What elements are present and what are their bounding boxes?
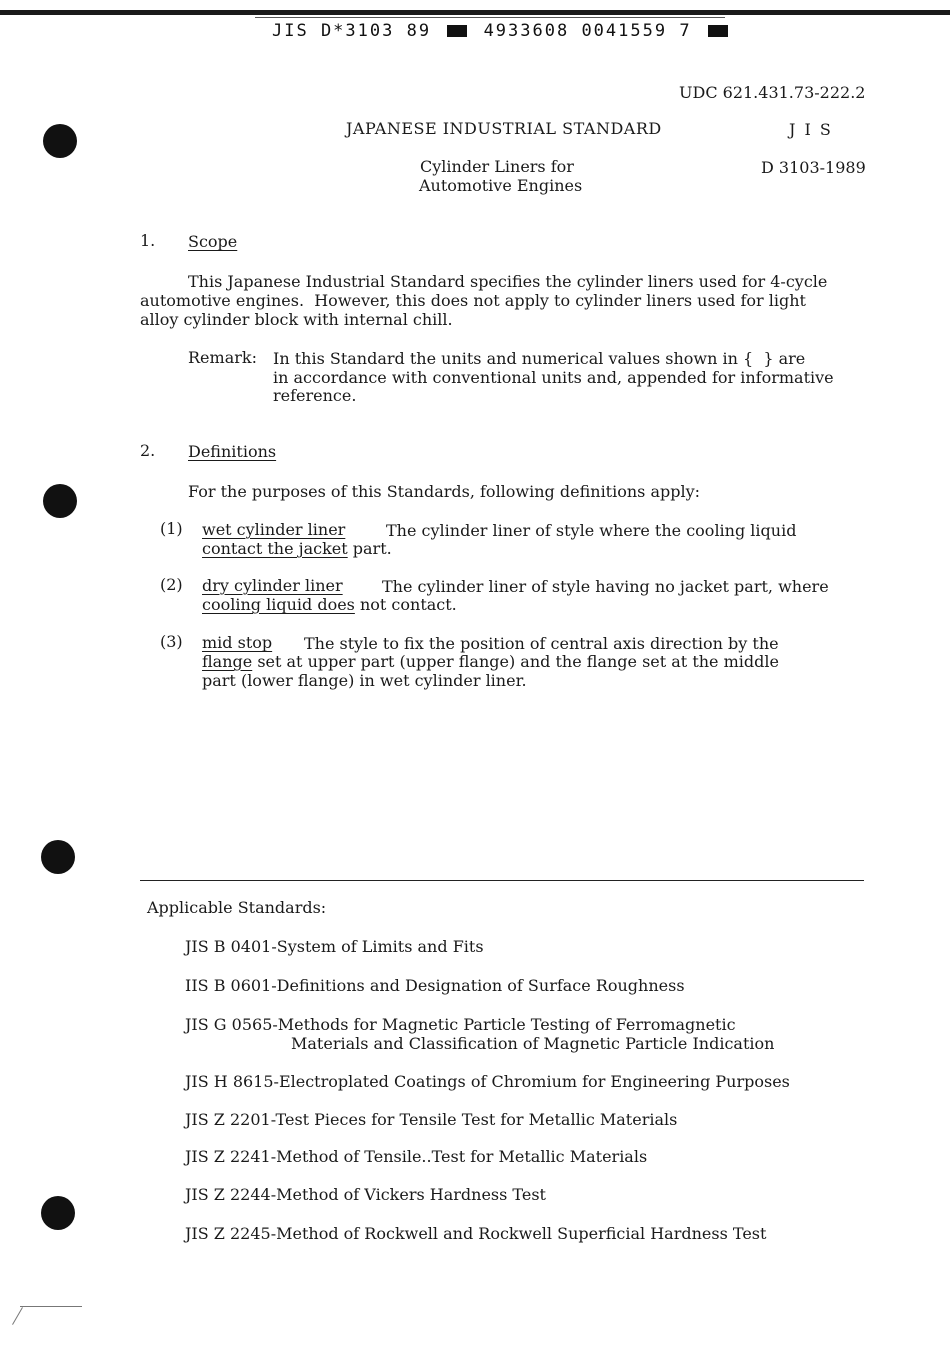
definition-1-line-1: The cylinder liner of style where the cooling liquid (386, 521, 797, 540)
applicable-standard-continuation: Materials and Classification of Magnetic Particle Indication (291, 1034, 775, 1053)
definition-3-line-2-rest: set at upper part (upper flange) and the flange set at the middle (252, 652, 779, 671)
definition-1-term-continued: contact the jacket (202, 539, 348, 558)
title-line-2: Automotive Engines (419, 176, 583, 195)
definition-2-term-continued: cooling liquid does (202, 595, 355, 614)
definition-3-number: (3) (160, 632, 183, 651)
udc-number: UDC 621.431.73-222.2 (679, 83, 866, 102)
jis-mark: J I S (789, 120, 833, 139)
standard-name: JAPANESE INDUSTRIAL STANDARD (346, 119, 662, 138)
footnote-divider (140, 880, 864, 881)
block-mark-icon (708, 25, 728, 37)
applicable-standard-item: JIS H 8615-Electroplated Coatings of Chromium for Engineering Purposes (185, 1072, 790, 1091)
applicable-standard-item: JIS Z 2245-Method of Rockwell and Rockwell Superficial Hardness Test (185, 1224, 767, 1243)
definition-3-term-continued: flange (202, 652, 253, 671)
edge-mark (20, 1306, 82, 1307)
definition-1-term: wet cylinder liner (202, 520, 346, 539)
section-1-number: 1. (140, 231, 156, 250)
section-1-heading: Scope (188, 232, 238, 251)
definition-2-line-2 (202, 595, 457, 614)
document-code-left: JIS D*3103 89 (272, 21, 432, 41)
scope-line-3: alloy cylinder block with internal chill. (140, 310, 453, 329)
punch-hole (43, 124, 77, 158)
applicable-standard-item: JIS G 0565-Methods for Magnetic Particle Testing of Ferromagnetic (185, 1015, 736, 1034)
applicable-standard-item: JIS Z 2201-Test Pieces for Tensile Test for Metallic Materials (185, 1110, 678, 1129)
remark-line-3: reference. (273, 386, 357, 405)
applicable-standard-item: JIS B 0401-System of Limits and Fits (185, 937, 484, 956)
applicable-standard-item: IIS B 0601-Definitions and Designation of Surface Roughness (185, 976, 685, 995)
header-rule (255, 17, 725, 18)
remark-line-2: in accordance with conventional units and, appended for informative (273, 368, 834, 387)
top-scan-border (0, 10, 950, 15)
definition-1-line-2-rest: part. (347, 539, 392, 558)
applicable-standards-heading: Applicable Standards: (147, 898, 327, 917)
definition-3-line-1: The style to fix the position of central axis direction by the (304, 634, 779, 653)
edge-mark (12, 1307, 23, 1325)
section-2-heading: Definitions (188, 442, 277, 461)
section-2-number: 2. (140, 441, 156, 460)
scope-line-1: This Japanese Industrial Standard specifies the cylinder liners used for 4-cycle (188, 272, 828, 291)
remark-label: Remark: (188, 348, 257, 367)
standard-number: D 3103-1989 (761, 158, 866, 177)
definitions-intro: For the purposes of this Standards, following definitions apply: (188, 482, 701, 501)
scope-line-2: automotive engines. However, this does not apply to cylinder liners used for light (140, 291, 806, 310)
definition-2-line-1: The cylinder liner of style having no jacket part, where (382, 577, 829, 596)
remark-line-1: In this Standard the units and numerical values shown in { } are (273, 349, 806, 368)
definition-2-line-2-rest: not contact. (354, 595, 457, 614)
applicable-standard-item: JIS Z 2241-Method of Tensile..Test for Metallic Materials (185, 1147, 648, 1166)
title-line-1: Cylinder Liners for (420, 157, 574, 176)
definition-2-number: (2) (160, 575, 183, 594)
punch-hole (41, 1196, 75, 1230)
punch-hole (41, 840, 75, 874)
document-code-right: 4933608 0041559 7 (483, 21, 692, 41)
definition-3-term: mid stop (202, 633, 273, 652)
definition-3-line-3: part (lower flange) in wet cylinder liner. (202, 671, 527, 690)
block-mark-icon (447, 25, 467, 37)
document-code-header (272, 22, 732, 41)
definition-1-line-2 (202, 539, 392, 558)
definition-3-line-2 (202, 652, 779, 671)
punch-hole (43, 484, 77, 518)
applicable-standard-item: JIS Z 2244-Method of Vickers Hardness Test (185, 1185, 546, 1204)
definition-2-term: dry cylinder liner (202, 576, 343, 595)
definition-1-number: (1) (160, 519, 183, 538)
